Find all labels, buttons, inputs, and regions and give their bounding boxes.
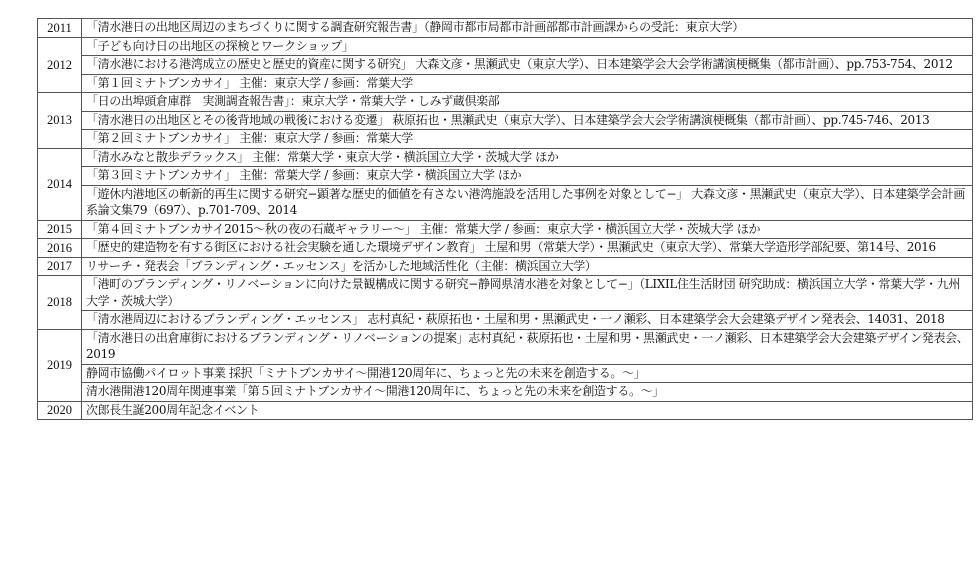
table-row [38,37,973,93]
entry-item: 清水港開港120周年関連事業「第５回ミナトブンカサイ〜開港120周年に、ちょっと先の未来を創造する。〜」 [82,382,972,401]
entries-cell [82,257,973,276]
entry-item: 「清水港における港湾成立の歴史と歴史的資産に関する研究」 大森文彦・黒瀬武史（東京大学）、日本建築学会大会学術講演梗概集（都市計画）、pp.753-754、2012 [82,55,972,74]
table-row [38,401,973,420]
entry-item: 「日の出埠頭倉庫群 実測調査報告書」：東京大学・常葉大学・しみず蔵倶楽部 [86,94,500,108]
entry-item: 静岡市協働パイロット事業 採択「ミナトブンカサイ〜開港120周年に、ちょっと先の未来を創造する。〜」 [82,364,972,383]
history-table [37,18,973,420]
table-row [38,148,973,220]
year-cell: 2011 [38,19,82,38]
entries-cell [82,37,973,93]
entry-item: 次郎長生誕200周年記念イベント [86,402,260,417]
entries-cell [82,239,973,258]
year-cell: 2020 [38,401,82,420]
history-table-body [38,19,973,420]
entries-cell [82,401,973,420]
entry-item: 「遊休内港地区の斬新的再生に関する研究−顕著な歴史的価値を有さない港湾施設を活用した事例を対象として−」 大森文彦・黒瀬武史（東京大学）、日本建築学会計画系論文集79（697）、p.701-709、2014 [82,185,972,220]
entry-item: 「第１回ミナトブンカサイ」 主催：東京大学 / 参画：常葉大学 [82,74,972,93]
year-cell: 2014 [38,148,82,220]
year-cell: 2019 [38,329,82,401]
table-row [38,220,973,239]
entry-item: 「清水港日の出地区周辺のまちづくりに関する調査研究報告書」（静岡市都市局都市計画部都市計画課からの受託：東京大学） [86,20,744,34]
entries-cell [82,93,973,149]
history-table-container [37,18,972,420]
year-cell: 2013 [38,93,82,149]
table-row [38,329,973,401]
entry-item: 「第３回ミナトブンカサイ」 主催：常葉大学 / 参画：東京大学・横浜国立大学 ほか [82,166,972,185]
entries-cell [82,329,973,401]
entry-item: 「清水港日の出倉庫街におけるブランディング・リノベーションの提案」志村真紀・萩原拓也・土屋和男・黒瀬武史・一ノ瀬彩、日本建築学会大会建築デザイン発表会、2019 [86,330,969,361]
year-cell: 2012 [38,37,82,93]
year-cell: 2018 [38,276,82,330]
entries-cell [82,276,973,330]
entries-cell [82,220,973,239]
year-cell: 2017 [38,257,82,276]
table-row [38,19,973,38]
table-row [38,93,973,149]
entry-item: 「清水港周辺におけるブランディング・エッセンス」 志村真紀・萩原拓也・土屋和男・黒瀬武史・一ノ瀬彩、日本建築学会大会建築デザイン発表会、14031、2018 [82,310,972,329]
entry-item: 「歴史的建造物を有する街区における社会実験を通した環境デザイン教育」 土屋和男（常葉大学）・黒瀬武史（東京大学）、常葉大学造形学部紀要、第14号、2016 [86,240,936,254]
entry-item: 「清水みなと散歩デラックス」 主催：常葉大学・東京大学・横浜国立大学・茨城大学 ほか [86,149,559,164]
year-cell: 2015 [38,220,82,239]
table-row [38,239,973,258]
entry-item: 「港町のブランディング・リノベーションに向けた景観構成に関する研究−静岡県清水港を対象として−」（LIXIL住生活財団 研究助成：横浜国立大学・常葉大学・九州大学・茨城大学） [86,277,961,308]
table-row [38,257,973,276]
entry-item: 「清水港日の出地区とその後背地域の戦後における変遷」 萩原拓也・黒瀬武史（東京大学）、日本建築学会大会学術講演梗概集（都市計画）、pp.745-746、2013 [82,111,972,130]
year-cell: 2016 [38,239,82,258]
table-row [38,276,973,330]
entries-cell [82,19,973,38]
entry-item: 「子ども向け日の出地区の探検とワークショップ」 [86,38,354,53]
entry-item: 「第２回ミナトブンカサイ」 主催：東京大学 / 参画：常葉大学 [82,129,972,148]
entries-cell [82,148,973,220]
entry-item: 「第４回ミナトブンカサイ2015〜秋の夜の石蔵ギャラリー〜」 主催：常葉大学 / 参画：東京大学・横浜国立大学・茨城大学 ほか [86,221,761,236]
entry-item: リサーチ・発表会「ブランディング・エッセンス」を活かした地域活性化（主催：横浜国立大学） [86,258,597,273]
